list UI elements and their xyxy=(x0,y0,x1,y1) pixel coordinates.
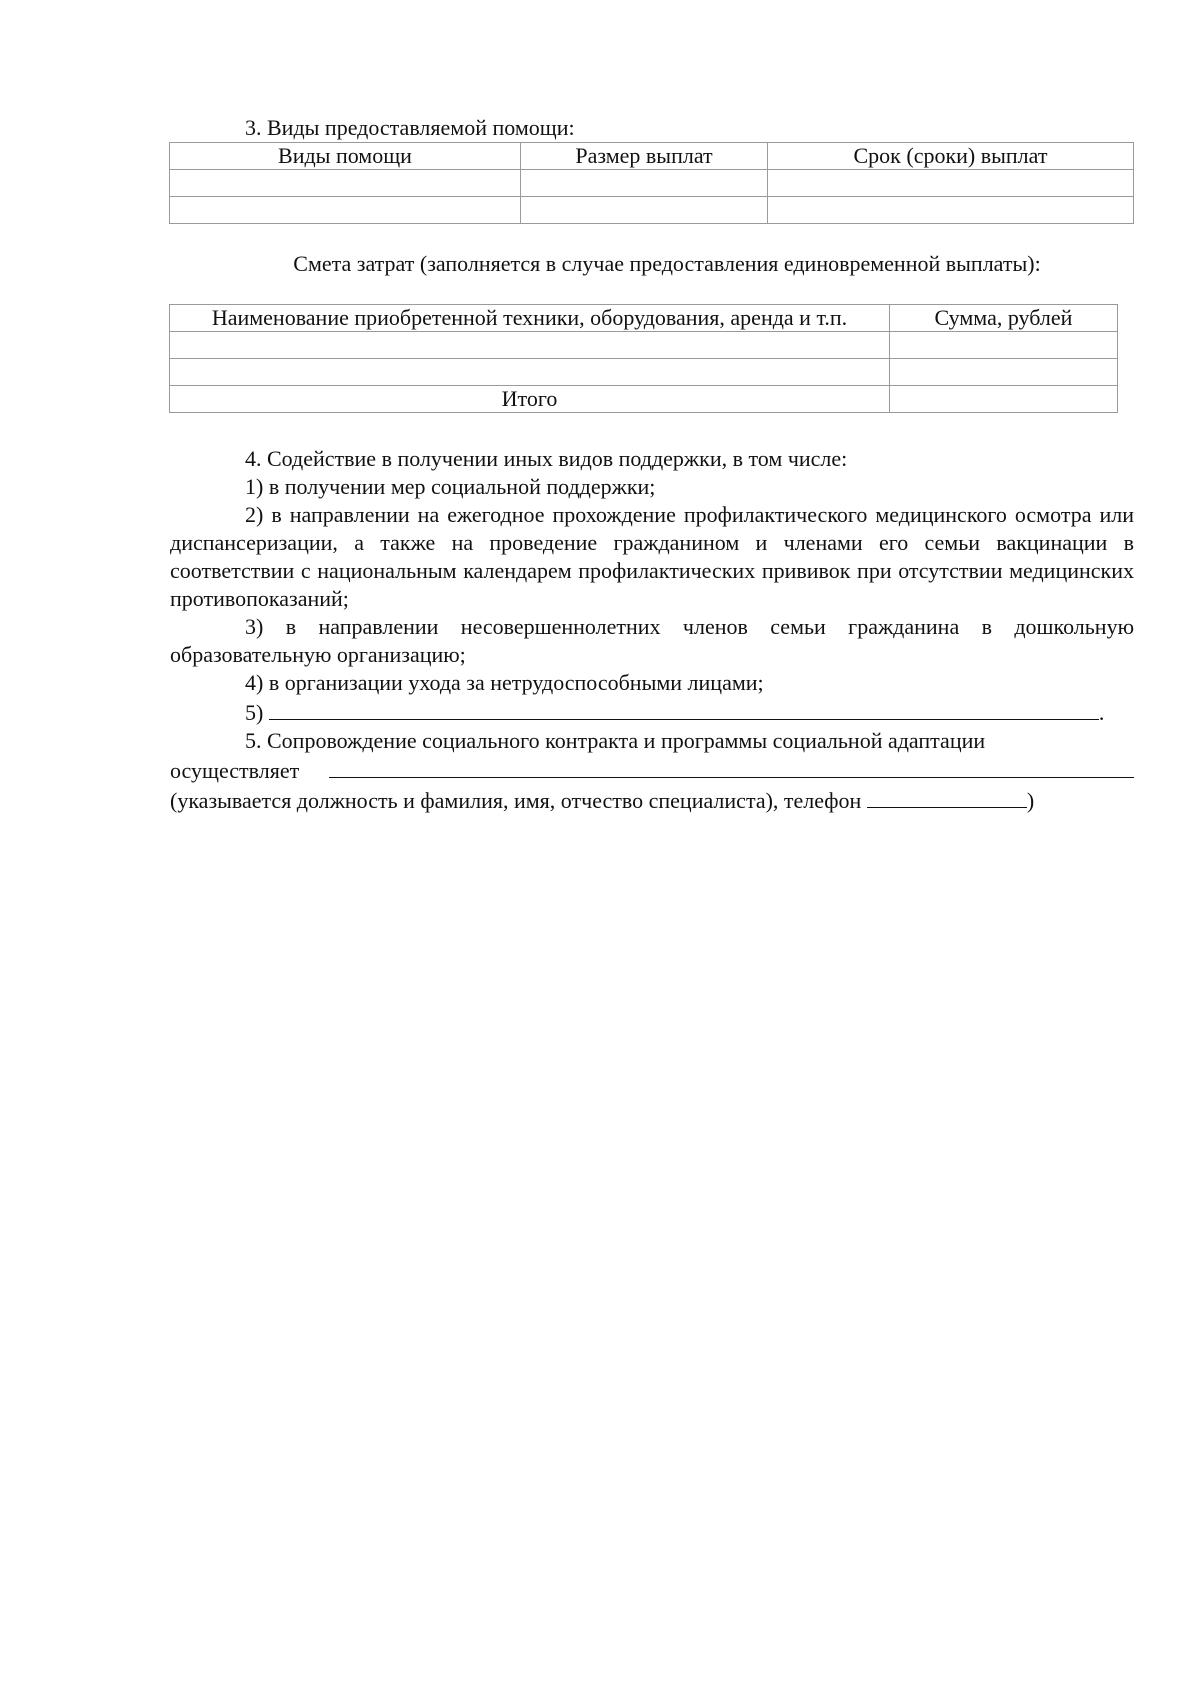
performs-label: осуществляет xyxy=(170,758,300,783)
table-cell[interactable] xyxy=(521,197,768,224)
total-label: Итого xyxy=(170,386,890,413)
support-item-1: 1) в получении мер социальной поддержки; xyxy=(245,474,656,499)
header-aid-type: Виды помощи xyxy=(170,143,521,170)
document-page xyxy=(170,114,1134,815)
header-payment-term: Срок (сроки) выплат xyxy=(768,143,1134,170)
table-row xyxy=(170,197,1134,224)
table-cell[interactable] xyxy=(170,359,890,386)
section5-performer-row xyxy=(170,755,1134,785)
section4 xyxy=(170,445,1134,727)
phone-blank[interactable] xyxy=(867,785,1027,808)
aid-types-table xyxy=(169,142,1134,224)
note-close: ) xyxy=(1026,788,1035,813)
section5-text: 5. Сопровождение социального контракта и программы социальной адаптации xyxy=(245,728,986,753)
header-payment-amount: Размер выплат xyxy=(521,143,768,170)
estimate-title: Смета затрат (заполняется в случае предоставления единовременной выплаты): xyxy=(293,251,1041,276)
cost-estimate-table xyxy=(169,304,1118,413)
support-item-2: 2) в направлении на ежегодное прохождение профилактического медицинского осмотра или диспансеризации, а также на проведение гражданином и членами его семьи вакцинации в соответствии с национальным календарем профилактических прививок при отсутствии медицинских противопоказаний; xyxy=(170,502,1134,611)
support-item-5 xyxy=(170,697,1134,727)
table-cell[interactable] xyxy=(521,170,768,197)
table-row xyxy=(170,359,1118,386)
table-cell[interactable] xyxy=(890,332,1118,359)
table-cell[interactable] xyxy=(170,170,521,197)
table-header-row xyxy=(170,305,1118,332)
table-cell[interactable] xyxy=(768,197,1134,224)
support-item-5-period: . xyxy=(1098,700,1105,725)
header-item-name: Наименование приобретенной техники, оборудования, аренда и т.п. xyxy=(170,305,890,332)
section3-heading: 3. Виды предоставляемой помощи: xyxy=(245,115,575,140)
total-row xyxy=(170,386,1118,413)
table-cell[interactable] xyxy=(890,359,1118,386)
support-item-4: 4) в организации ухода за нетрудоспособными лицами; xyxy=(245,670,764,695)
table-cell[interactable] xyxy=(170,197,521,224)
table-row xyxy=(170,170,1134,197)
note-text: (указывается должность и фамилия, имя, отчество специалиста), телефон xyxy=(170,788,862,813)
support-item-5-blank[interactable] xyxy=(269,697,1099,720)
performer-blank[interactable] xyxy=(329,755,1134,778)
section5-note xyxy=(170,785,1134,815)
table-cell[interactable] xyxy=(768,170,1134,197)
total-value[interactable] xyxy=(890,386,1118,413)
table-header-row xyxy=(170,143,1134,170)
table-cell[interactable] xyxy=(170,332,890,359)
table-row xyxy=(170,332,1118,359)
header-sum: Сумма, рублей xyxy=(890,305,1118,332)
support-item-5-number: 5) xyxy=(245,700,264,725)
support-item-3: 3) в направлении несовершеннолетних членов семьи гражданина в дошкольную образовательную организацию; xyxy=(170,614,1134,667)
section4-heading: 4. Содействие в получении иных видов поддержки, в том числе: xyxy=(245,446,848,471)
